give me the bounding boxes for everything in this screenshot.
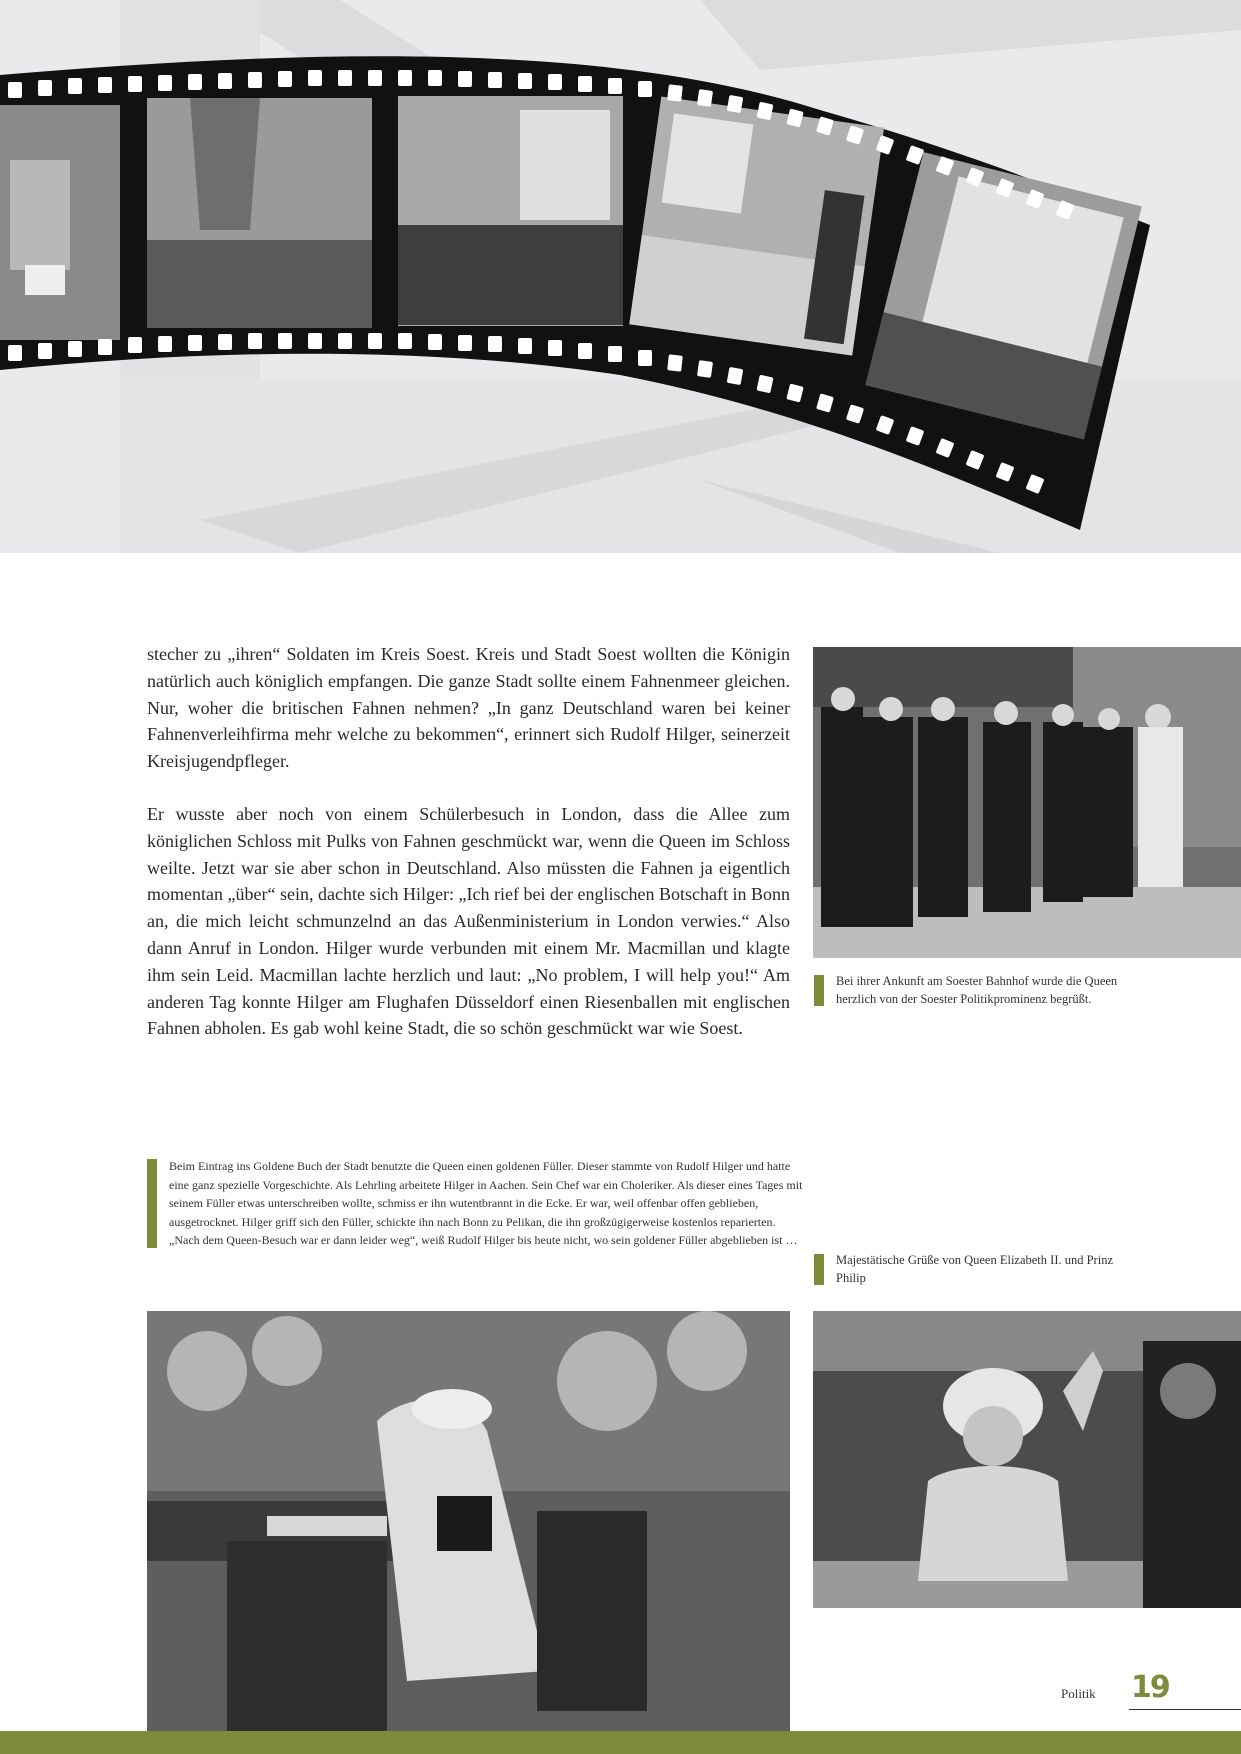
queen-waving-photo <box>813 1311 1241 1608</box>
page-folio <box>1061 1670 1241 1710</box>
golden-book-photo <box>147 1311 790 1754</box>
film-frame-1 <box>0 105 120 340</box>
article-body <box>147 641 790 1068</box>
paragraph-1: stecher zu „ihren“ Soldaten im Kreis Soest. Kreis und Stadt Soest wollten die Königin natürlich auch königlich empfangen. Die ganze Stadt sollte einem Fahnenmeer gleichen. Nur, woher die britischen Fahnen nehmen? „In ganz Deutschland waren bei keiner Fahnenverleihfirma mehr welche zu bekommen“, erinnert sich Rudolf Hilger, seinerzeit Kreisjugendpfleger. <box>147 644 790 772</box>
caption-bar <box>814 975 824 1006</box>
caption-bar <box>147 1159 157 1248</box>
film-frame-3 <box>398 96 623 326</box>
section-label: Politik <box>1061 1686 1096 1701</box>
golden-book-caption <box>147 1157 809 1250</box>
film-strip-illustration <box>0 0 1241 553</box>
film-frame-4 <box>629 96 884 355</box>
caption-bar <box>814 1254 824 1285</box>
film-frame-2 <box>147 98 372 328</box>
page-number: 19 <box>1131 1670 1169 1705</box>
station-caption <box>814 973 1136 1008</box>
golden-book-caption-text: Beim Eintrag ins Goldene Buch der Stadt benutzte die Queen einen goldenen Füller. Dieser stammte von Rudolf Hilger und hatte eine ganz spezielle Vorgeschichte. Als Lehrling arbeitete Hilger in Aachen. Sein Chef war ein Choleriker. Als dieser eines Tages mit seinem Füller etwas unterschreiben wollte, schmiss er ihn wutentbrannt in die Ecke. Er war, weil offenbar offen geblieben, ausgetrocknet. Hilger griff sich den Füller, schickte ihn nach Bonn zu Pelikan, die ihn großzügigerweise kostenlos reparierten. „Nach dem Queen-Besuch war er dann leider weg“, weiß Rudolf Hilger bis heute nicht, wo sein goldener Füller abgeblieben ist … <box>169 1159 803 1247</box>
greetings-caption-text: Majestätische Grüße von Queen Elizabeth II. und Prinz Philip <box>836 1253 1113 1285</box>
footer-green-strip <box>0 1731 1241 1754</box>
station-caption-text: Bei ihrer Ankunft am Soester Bahnhof wurde die Queen herzlich von der Soester Politikprominenz begrüßt. <box>836 974 1118 1006</box>
station-photo <box>813 647 1241 958</box>
folio-rule <box>1129 1709 1241 1710</box>
film-strip-banner <box>0 0 1241 553</box>
greetings-caption <box>814 1252 1136 1287</box>
paragraph-2: Er wusste aber noch von einem Schülerbesuch in London, dass die Allee zum königlichen Schloss mit Pulks von Fahnen geschmückt war, wenn die Queen im Schloss weilte. Jetzt war sie aber schon in Deutschland. Also müssten die Fahnen ja eigentlich momentan „über“ sein, dachte sich Hilger: „Ich rief bei der englischen Botschaft in Bonn an, die mich leicht schmunzelnd an das Außenministerium in London verwies.“ Also dann Anruf in London. Hilger wurde verbunden mit einem Mr. Macmillan und klagte ihm sein Leid. Macmillan lachte herzlich und laut: „No problem, I will help you!“ Am anderen Tag konnte Hilger am Flughafen Düsseldorf einen Riesenballen mit englischen Fahnen abholen. Es gab wohl keine Stadt, die so schön geschmückt war wie Soest. <box>147 803 790 1039</box>
